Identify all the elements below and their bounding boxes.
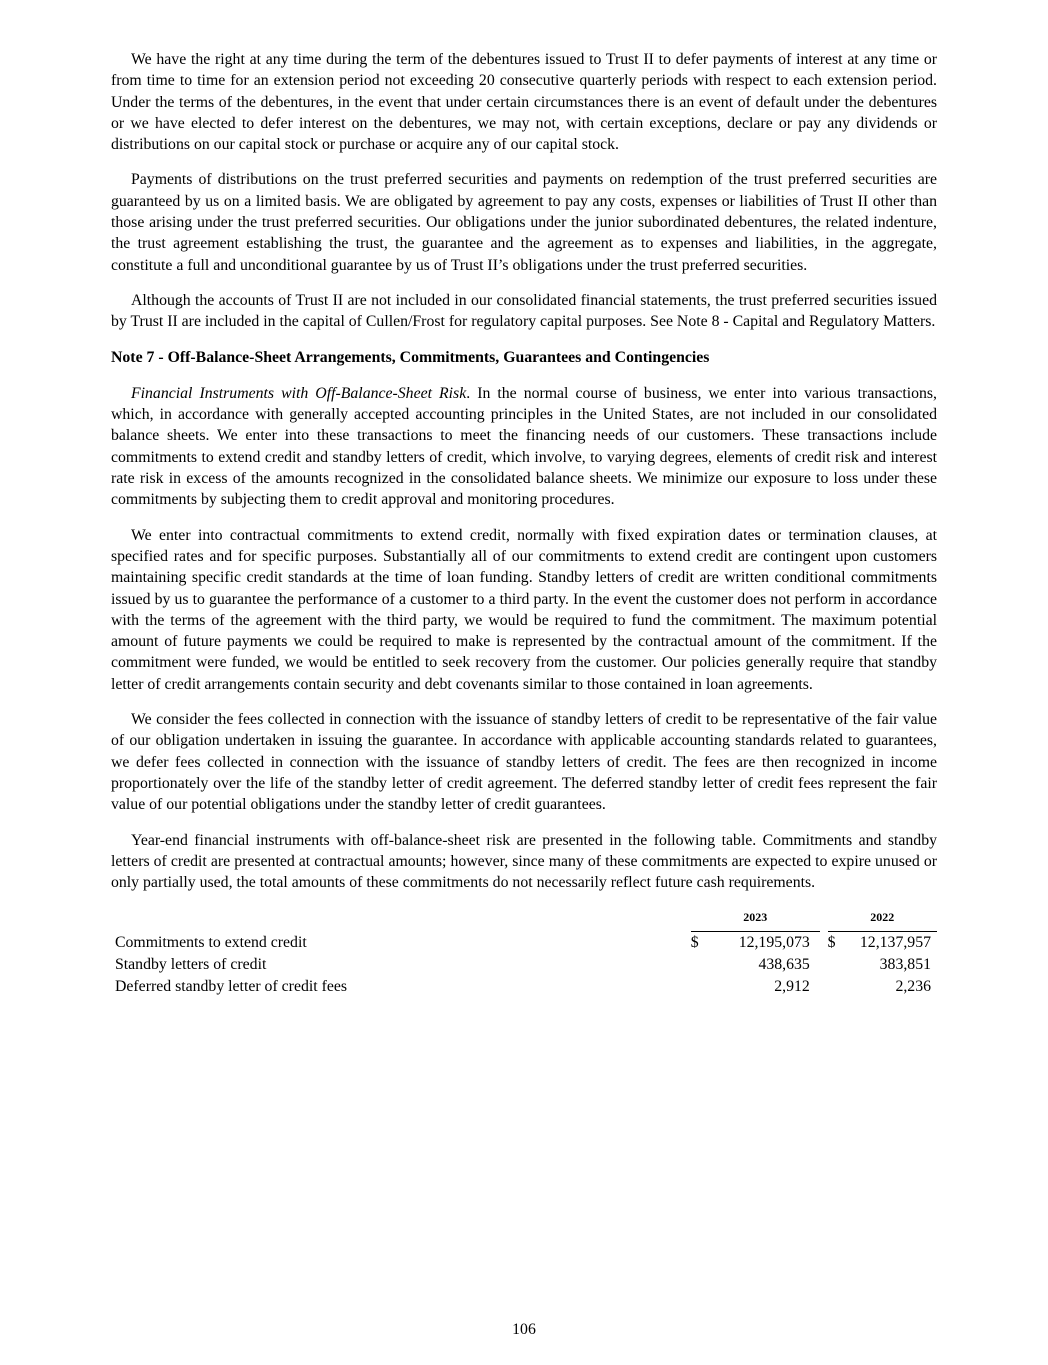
table-row [111,954,937,976]
row-label: Standby letters of credit [115,955,267,973]
table-row [111,976,937,998]
paragraph-trust-ii-deferral: We have the right at any time during the term of the debentures issued to Trust II to defer payments of interest at any time or from time to time for an extension period not exceeding 20 consecutive quarterly periods with respect to each extension period. Under the terms of the debentures, in the event that under certain circumstances there is an event of default under the debentures or we have elected to defer interest on the debentures, we may not, with certain exceptions, declare or pay any dividends or distributions on our capital stock or purchase or acquire any of our capital stock. [111,51,937,154]
paragraph-lead-italic: Financial Instruments with Off-Balance-Sheet Risk [131,384,467,402]
column-header-2022: 2022 [828,909,937,931]
value-2022: 2,236 [895,977,931,995]
paragraph-trust-preferred-guarantee: Payments of distributions on the trust preferred securities and payments on redemption of the trust preferred securities are guaranteed by us on a limited basis. We are obligated by agreement to pay any costs, expenses or liabilities of Trust II other than those arising under the trust preferred securities. Our obligations under the junior subordinated debentures, the related indenture, the trust agreement establishing the trust, the guarantee and the agreement as to expenses and liabilities, in the aggregate, constitute a full and unconditional guarantee by us of Trust II’s obligations under the trust preferred securities. [111,171,937,274]
currency-symbol: $ [827,933,836,951]
document-page [111,49,937,998]
value-2023: 438,635 [758,955,810,973]
value-2022: 383,851 [879,955,931,973]
off-balance-sheet-table [111,909,937,998]
paragraph-regulatory-capital: Although the accounts of Trust II are not included in our consolidated financial statements, the trust preferred securities issued by Trust II are included in the capital of Cullen/Frost for regulatory capital purposes. See Note 8 - Capital and Regulatory Matters. [111,291,937,331]
row-label: Commitments to extend credit [115,933,307,951]
paragraph-contractual-commitments: We enter into contractual commitments to extend credit, normally with fixed expiration dates or termination clauses, at specified rates and for specific purposes. Substantially all of our commitments to extend credit are contingent upon customers maintaining specific credit standards at the time of loan funding. Standby letters of credit are written conditional commitments issued by us to guarantee the performance of a customer to a third party. In the event the customer does not perform in accordance with the terms of the agreement with the third party, we would be required to fund the commitment. The maximum potential amount of future payments we could be required to make is represented by the contractual amount of the commitment. If the commitment were funded, we would be entitled to seek recovery from the customer. Our policies generally require that standby letter of credit arrangements contain security and debt covenants similar to those contained in loan agreements. [111,526,937,693]
page-number: 106 [512,1321,536,1338]
currency-symbol: $ [690,933,699,951]
note-7-heading: Note 7 - Off-Balance-Sheet Arrangements, Commitments, Guarantees and Contingencies [111,348,710,366]
value-2023: 2,912 [774,977,810,995]
table-header-row [111,909,937,931]
paragraph-year-end-instruments: Year-end financial instruments with off-balance-sheet risk are presented in the following table. Commitments and standby letters of credit are presented at contractual amounts; however, since many of these commitments are expected to expire unused or only partially used, the total amounts of these commitments do not necessarily reflect future cash requirements. [111,831,937,892]
value-2022: 12,137,957 [859,933,931,951]
paragraph-body: . In the normal course of business, we enter into various transactions, which, in accordance with generally accepted accounting principles in the United States, are not included in our consolidated balance sheets. We enter into these transactions to meet the financing needs of our customers. These transactions include commitments to extend credit and standby letters of credit, which involve, to varying degrees, elements of credit risk and interest rate risk in excess of the amounts recognized in the consolidated balance sheets. We minimize our exposure to loss under these commitments by subjecting them to credit approval and monitoring procedures. [111,384,938,509]
value-2023: 12,195,073 [738,933,810,951]
row-label: Deferred standby letter of credit fees [115,977,348,995]
paragraph-off-balance-sheet-risk [111,383,937,511]
table-row [111,931,937,954]
paragraph-standby-fees: We consider the fees collected in connection with the issuance of standby letters of credit to be representative of the fair value of our obligation undertaken in issuing the guarantee. In accordance with applicable accounting standards related to guarantees, we defer fees collected in connection with the issuance of standby letters of credit. The fees are then recognized in income proportionately over the life of the standby letter of credit agreement. The deferred standby letter of credit fees represent the fair value of our potential obligations under the standby letter of credit guarantees. [111,711,937,814]
column-header-2023: 2023 [691,909,820,931]
